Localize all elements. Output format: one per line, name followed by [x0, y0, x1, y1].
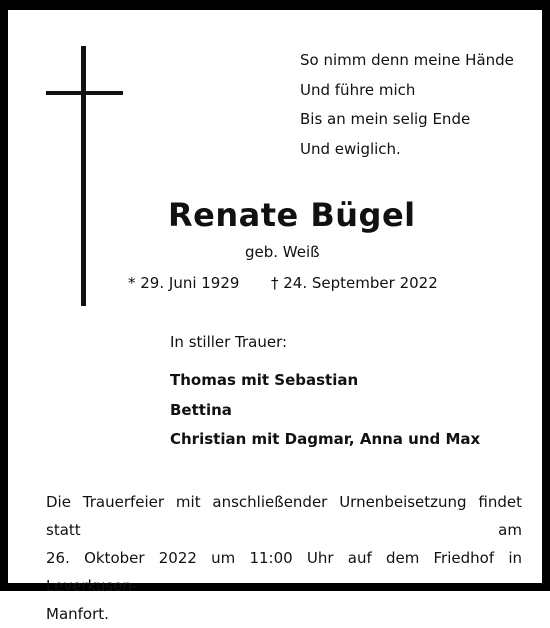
poem-line: Bis an mein selig Ende: [300, 110, 471, 128]
notice-line: 26. Oktober 2022 um 11:00 Uhr auf dem Friedhof in Leverkusen-: [46, 549, 522, 595]
deceased-name: Renate Bügel: [168, 196, 416, 234]
mourner-name: Bettina: [170, 400, 232, 419]
notice-line: Manfort.: [46, 605, 109, 623]
mourner-name: Christian mit Dagmar, Anna und Max: [170, 430, 481, 448]
poem-line: Und ewiglich.: [300, 139, 401, 158]
poem-line: So nimm denn meine Hände: [300, 51, 514, 69]
cross-icon: [81, 46, 86, 306]
death-date: † 24. September 2022: [271, 274, 438, 292]
mourners-list: [170, 366, 480, 455]
birth-date: * 29. Juni 1929: [128, 274, 240, 292]
notice-line: Die Trauerfeier mit anschließender Urnenbeisetzung findet statt am: [46, 493, 522, 539]
mourner-name: Thomas mit Sebastian: [170, 371, 359, 389]
funeral-notice: [46, 488, 522, 628]
mourning-heading: In stiller Trauer:: [170, 333, 288, 351]
poem-line: Und führe mich: [300, 80, 416, 99]
maiden-name: geb. Weiß: [245, 243, 320, 261]
cross-icon-bar: [46, 91, 123, 95]
poem: [300, 46, 514, 164]
